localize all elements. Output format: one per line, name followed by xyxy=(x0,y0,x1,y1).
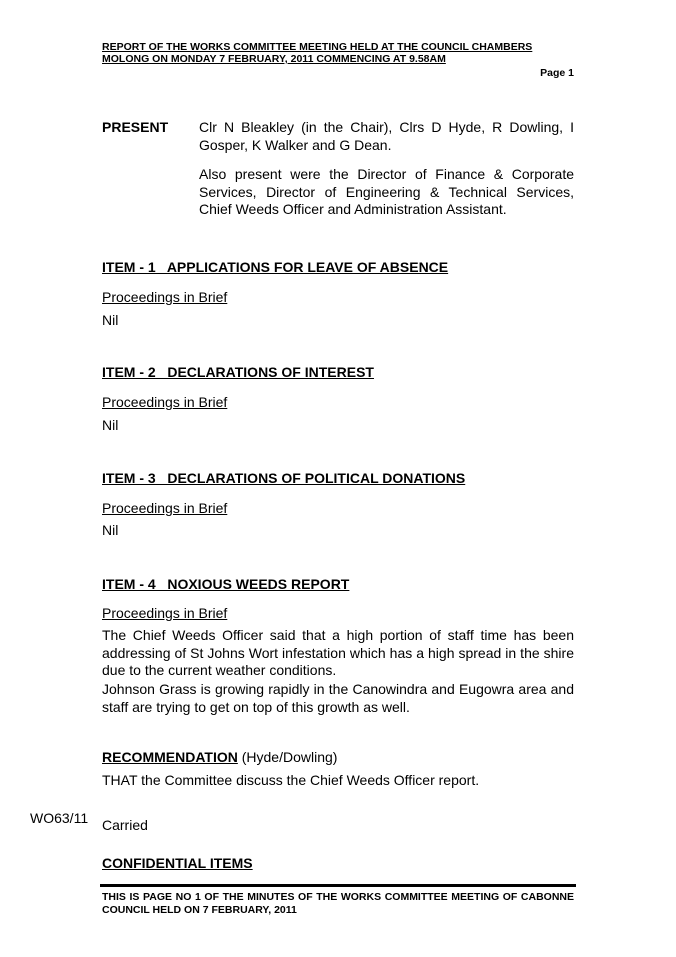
page-number: Page 1 xyxy=(540,67,574,79)
resolution-number: WO63/11 xyxy=(30,810,89,826)
report-header-line-1: REPORT OF THE WORKS COMMITTEE MEETING HELD AT THE COUNCIL CHAMBERS xyxy=(102,41,533,53)
page-footer: THIS IS PAGE NO 1 OF THE MINUTES OF THE WORKS COMMITTEE MEETING OF CABONNE COUNCIL HELD ON 7 FEBRUARY, 2011 xyxy=(102,891,574,916)
recommendation-label: RECOMMENDATION xyxy=(102,749,238,765)
item-3-subheading: Proceedings in Brief xyxy=(102,500,228,516)
footer-rule xyxy=(100,884,576,887)
report-header-line-2: MOLONG ON MONDAY 7 FEBRUARY, 2011 COMMENCING AT 9.58AM xyxy=(102,53,446,65)
item-2-heading: ITEM - 2 DECLARATIONS OF INTEREST xyxy=(102,364,374,380)
recommendation xyxy=(102,749,337,765)
present-members: Clr N Bleakley (in the Chair), Clrs D Hyde, R Dowling, I Gosper, K Walker and G Dean. xyxy=(199,119,574,153)
confidential-items-heading: CONFIDENTIAL ITEMS xyxy=(102,855,253,871)
item-1-heading: ITEM - 1 APPLICATIONS FOR LEAVE OF ABSENCE xyxy=(102,259,449,275)
item-2-body: Nil xyxy=(102,417,119,433)
present-label: PRESENT xyxy=(102,119,169,135)
item-4-paragraph-1: The Chief Weeds Officer said that a high portion of staff time has been addressing of St Johns Wort infestation which has a high spread in the shire due to the current weather conditions. xyxy=(102,627,574,678)
item-4-subheading: Proceedings in Brief xyxy=(102,605,228,621)
item-1-subheading: Proceedings in Brief xyxy=(102,289,228,305)
item-2-subheading: Proceedings in Brief xyxy=(102,394,228,410)
recommendation-text: THAT the Committee discuss the Chief Weeds Officer report. xyxy=(102,772,480,788)
item-3-body: Nil xyxy=(102,522,119,538)
item-4-heading: ITEM - 4 NOXIOUS WEEDS REPORT xyxy=(102,576,350,592)
item-1-body: Nil xyxy=(102,312,119,328)
item-4-paragraph-2: Johnson Grass is growing rapidly in the Canowindra and Eugowra area and staff are trying to get on top of this growth as well. xyxy=(102,681,574,715)
recommendation-movers: (Hyde/Dowling) xyxy=(241,749,338,765)
also-present: Also present were the Director of Finance & Corporate Services, Director of Engineering & Technical Services, Chief Weeds Officer and Administration Assistant. xyxy=(199,166,574,217)
motion-result: Carried xyxy=(102,817,148,833)
item-3-heading: ITEM - 3 DECLARATIONS OF POLITICAL DONATIONS xyxy=(102,470,466,486)
